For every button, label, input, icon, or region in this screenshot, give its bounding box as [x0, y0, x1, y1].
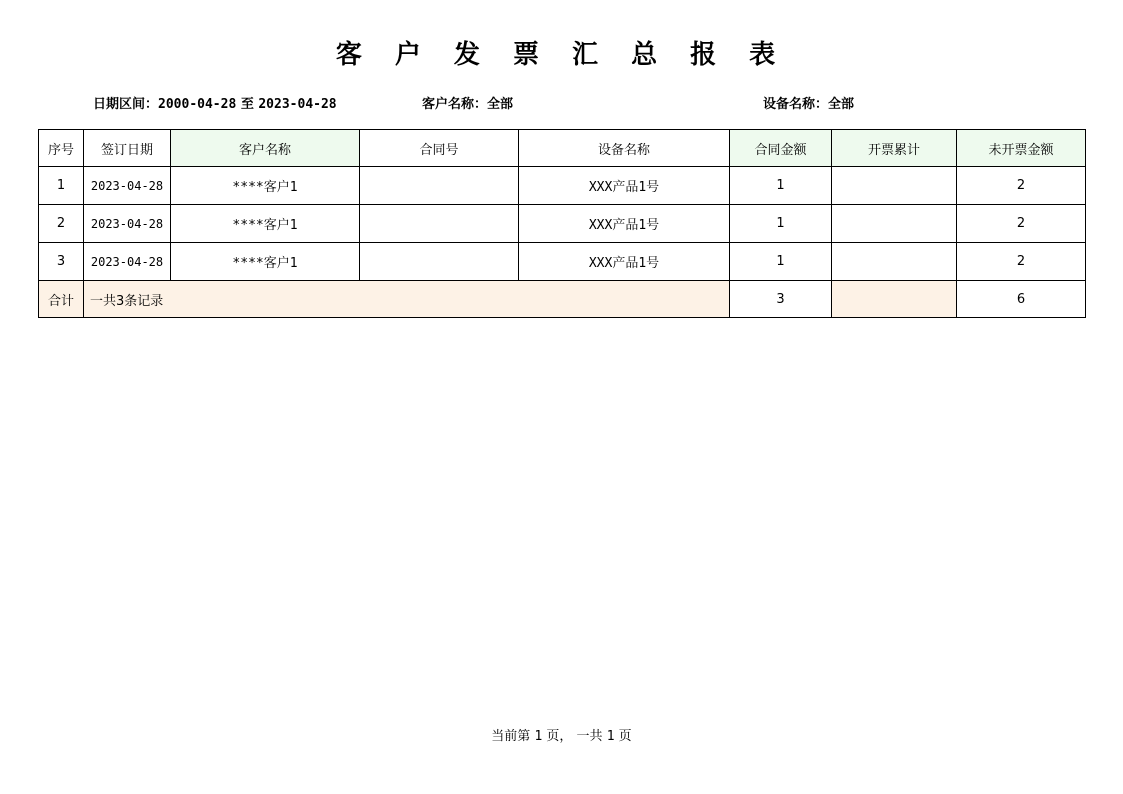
total-row — [39, 281, 1086, 318]
cell-contract-no — [360, 167, 519, 205]
date-range-label: 日期区间： — [93, 97, 159, 112]
cell-invoiced-total — [832, 205, 957, 243]
col-header-contract-amount: 合同金额 — [730, 130, 832, 167]
cell-device: XXX产品1号 — [519, 243, 730, 281]
device-filter-label: 设备名称： — [763, 97, 829, 112]
customer-filter-label: 客户名称： — [422, 97, 488, 112]
table-row — [39, 205, 1086, 243]
current-page-number: 1 — [534, 729, 543, 744]
cell-contract-amount: 1 — [730, 167, 832, 205]
pagination-footer — [0, 725, 1123, 744]
cell-invoiced-total — [832, 243, 957, 281]
page-middle: 页， 一共 — [546, 729, 603, 744]
cell-customer: ****客户1 — [171, 243, 360, 281]
total-uninvoiced-amount: 6 — [957, 281, 1086, 318]
customer-filter-value: 全部 — [487, 97, 514, 112]
col-header-customer: 客户名称 — [171, 130, 360, 167]
date-range-filter — [93, 93, 337, 112]
invoice-summary-table — [38, 129, 1086, 318]
customer-filter — [422, 93, 513, 112]
cell-sign-date: 2023-04-28 — [84, 205, 171, 243]
cell-invoiced-total — [832, 167, 957, 205]
cell-customer: ****客户1 — [171, 205, 360, 243]
cell-sign-date: 2023-04-28 — [84, 243, 171, 281]
cell-uninvoiced-amount: 2 — [957, 167, 1086, 205]
page-suffix: 页 — [618, 729, 632, 744]
page-prefix: 当前第 — [491, 729, 531, 744]
cell-device: XXX产品1号 — [519, 167, 730, 205]
total-label: 合计 — [39, 281, 84, 318]
col-header-contract-no: 合同号 — [360, 130, 519, 167]
cell-customer: ****客户1 — [171, 167, 360, 205]
total-record-count: 一共3条记录 — [84, 281, 730, 318]
cell-contract-no — [360, 243, 519, 281]
cell-uninvoiced-amount: 2 — [957, 205, 1086, 243]
cell-contract-amount: 1 — [730, 243, 832, 281]
cell-device: XXX产品1号 — [519, 205, 730, 243]
col-header-device: 设备名称 — [519, 130, 730, 167]
table-row — [39, 243, 1086, 281]
cell-sign-date: 2023-04-28 — [84, 167, 171, 205]
report-title: 客 户 发 票 汇 总 报 表 — [335, 40, 788, 70]
cell-uninvoiced-amount: 2 — [957, 243, 1086, 281]
total-contract-amount: 3 — [730, 281, 832, 318]
date-to: 2023-04-28 — [258, 97, 337, 112]
col-header-index: 序号 — [39, 130, 84, 167]
cell-index: 3 — [39, 243, 84, 281]
cell-index: 1 — [39, 167, 84, 205]
table-header-row — [39, 130, 1086, 167]
table-row — [39, 167, 1086, 205]
filter-bar — [0, 93, 1123, 113]
cell-contract-no — [360, 205, 519, 243]
cell-contract-amount: 1 — [730, 205, 832, 243]
device-filter-value: 全部 — [828, 97, 855, 112]
total-invoiced — [832, 281, 957, 318]
col-header-sign-date: 签订日期 — [84, 130, 171, 167]
col-header-invoiced-total: 开票累计 — [832, 130, 957, 167]
device-filter — [763, 93, 854, 112]
date-separator: 至 — [236, 97, 259, 112]
date-from: 2000-04-28 — [158, 97, 237, 112]
cell-index: 2 — [39, 205, 84, 243]
col-header-uninvoiced-amount: 未开票金额 — [957, 130, 1086, 167]
total-pages-number: 1 — [606, 729, 615, 744]
